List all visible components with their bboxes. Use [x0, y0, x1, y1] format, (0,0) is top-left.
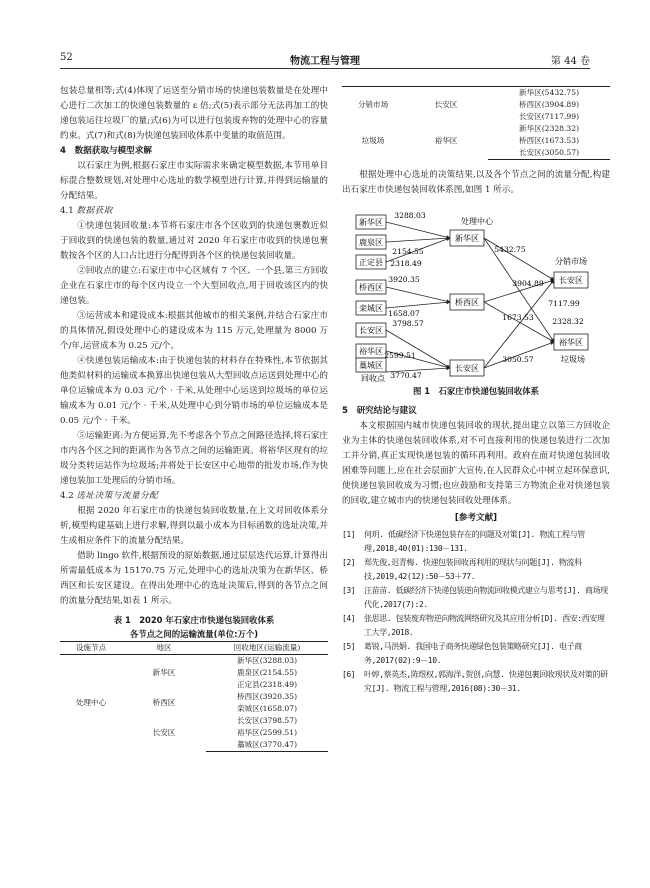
region-cell: 长安区: [404, 87, 488, 124]
flow-in-edge: [386, 287, 450, 302]
collection-point-label: 长安区: [359, 326, 383, 335]
subsection-title: 数据获取: [76, 206, 113, 216]
paragraph: ③运营成本和建设成本:根据其他城市的相关案例,并结合石家庄市的具体情况,假设处理中心的建设成本为 115 万元,处理量为 8000 万个/年,运营成本为 0.25 元/个。: [60, 311, 328, 351]
flow-in-label: 2154.55: [392, 247, 424, 256]
facility-node-cell: 垃圾场: [361, 136, 385, 146]
flow-in-edge: [386, 330, 450, 368]
processing-center-group-label: 处理中心: [461, 217, 493, 226]
paragraph: ⑤运输距离:为方便运算,先不考虑各个节点之间路径选择,将石家庄市内各个区之间的距离作为各节点之间的运输距离。将裕华区现有的垃圾分类转运站作为垃圾场;并将处于长安区中心地带的批发市场,作为快递包装加工处理后的分销市场。: [60, 431, 328, 486]
flow-cell: 新华区(3288.03): [236, 656, 298, 665]
region-cell: 桥西区: [152, 698, 176, 707]
section-heading: 4 数据获取与模型求解: [60, 146, 152, 156]
processing-center-node: [450, 230, 484, 246]
table-header: 设施节点: [60, 642, 122, 655]
paragraph: 包装总量相等;式(4)体现了运送至分销市场的快递包装数量是在处理中心进行二次加工的快递包装数量的 ε 倍;式(5)表示部分无法再加工的快递包装运往垃圾厂的量;式(6)为可以进行包装废弃物的处理中心的容量约束。式(7)和式(8)为快递包装回收体系中变量的取值范围。: [60, 86, 328, 141]
reference-text: 叶婷,蔡英杰,陈煜权,郭海洋,贺创,向慧. 快递包裹回收现状及对策的研究[J]. 物流工程与管理,2016(08):30－31.: [364, 670, 608, 693]
flow-cell: 长安区(3050.57): [488, 147, 610, 160]
landfill-node: [554, 334, 588, 350]
paragraph: ①快递包装回收量:本节将石家庄市各个区收到的快递包裹数近似于回收到的快递包装的数量,通过对 2020 年石家庄市收到的快递包裹数按各个区的人口占比进行分配得到各个区的快递包装回收量。: [60, 221, 328, 261]
volume-label: 第 44 卷: [550, 56, 590, 67]
collection-point-label: 栾城区: [359, 304, 383, 313]
paragraph: 借助 lingo 软件,根据预设的原始数据,通过层层迭代运算,计算得出所需最低成本为 15170.75 万元,处理中心的选址决策为在新华区、桥西区和长安区建设。在得出处理中心的选址决策后,得到的各节点之间的流量分配结果,如表 1 所示。: [60, 551, 328, 606]
table-row: [342, 123, 610, 135]
table-caption-line: 表 1 2020 年石家庄市快递包装回收体系: [113, 615, 275, 625]
flow-in-label: 2318.49: [390, 259, 422, 268]
processing-center-label: 新华区: [455, 234, 479, 243]
table-body: [342, 87, 610, 160]
reference-item: [342, 668, 610, 696]
reference-item: [342, 556, 610, 584]
collection-point-label: 裕华区: [359, 347, 383, 356]
flow-out-label: 1673.53: [502, 313, 534, 322]
paragraph: 根据 2020 年石家庄市的快递包装回收数量,在上文对回收体系分析,模型构建基础上进行求解,得到以最小成本为目标函数的选址决策,并生成相应条件下的流量分配结果。: [60, 506, 328, 546]
reference-number: [4]: [342, 614, 356, 623]
region-cell: 长安区: [152, 728, 176, 738]
reference-text: 何玥. 低碳经济下快递包装存在的问题及对策[J]. 物流工程与管理,2018,40(01):130－131.: [364, 530, 585, 553]
paragraph: ②回收点的建立:石家庄市中心区域有 7 个区、一个县,第三方回收企业在石家庄市的每个区内设立一个大型回收点,用于回收该区内的快递包装。: [60, 266, 328, 306]
market-node-label: 长安区: [559, 276, 583, 285]
facility-node-cell: 分销市场: [342, 87, 404, 124]
flow-cell: 桥西区(3920.35): [236, 692, 298, 701]
flow-out-label: 3904.89: [512, 279, 544, 288]
flow-cell: 鹿泉区(2154.55): [236, 668, 298, 677]
region-cell: 新华区: [152, 668, 176, 677]
flow-out-label: 5432.75: [494, 245, 526, 254]
flow-cell: 新华区(5432.75): [488, 87, 610, 100]
flow-in-label: 3770.47: [390, 371, 422, 380]
left-column: [60, 84, 328, 752]
flow-cell: 新华区(2328.32): [518, 124, 580, 133]
collection-point-label: 桥西区: [359, 283, 383, 292]
collection-point-label: 正定县: [359, 258, 383, 267]
collection-group-label: 回收点: [361, 374, 385, 382]
flow-table: [60, 641, 328, 752]
flow-cell: 正定县(2318.49): [236, 680, 298, 689]
table-header-row: [60, 642, 328, 655]
flow-in-label: 3288.03: [394, 211, 426, 220]
table-header: 回收地区(运输流量): [206, 642, 328, 655]
reference-list: [342, 528, 610, 696]
reference-number: [2]: [342, 558, 356, 567]
reference-item: [342, 612, 610, 640]
paragraph: 以石家庄为例,根据石家庄市实际需求来确定模型数据,本节用单目标混合整数规划,对处理中心选址的数学模型进行计算,并得到运输量的分配结果。: [60, 161, 328, 201]
collection-point-label: 鹿泉区: [359, 238, 383, 247]
subsection-title: 选址决策与流量分配: [76, 491, 159, 501]
collection-point-node: [356, 344, 386, 358]
flow-table-continued: [342, 86, 610, 160]
reference-item: [342, 640, 610, 668]
flow-cell: 栾城区(1658.07): [236, 704, 298, 713]
page-header: [60, 52, 590, 69]
collection-point-node: [356, 301, 386, 315]
reference-item: [342, 528, 610, 556]
facility-node-cell: 处理中心: [75, 698, 107, 708]
landfill-node-label: 裕华区: [559, 338, 583, 347]
right-column: [342, 84, 610, 696]
collection-point-node: [356, 358, 386, 372]
recycling-network-diagram: [342, 202, 610, 382]
flow-out-edge: [484, 302, 554, 342]
processing-center-node: [450, 294, 484, 310]
journal-name: 物流工程与管理: [290, 56, 360, 67]
collection-point-node: [356, 255, 386, 269]
references-heading: [参考文献]: [454, 513, 498, 523]
collection-point-node: [356, 215, 386, 229]
collection-point-node: [356, 235, 386, 249]
flow-cell: 桥西区(3904.89): [518, 100, 580, 109]
flow-out-label: 7117.99: [548, 299, 580, 308]
processing-center-label: 长安区: [455, 364, 479, 373]
flow-cell: 裕华区(2599.51): [236, 728, 298, 737]
region-cell: 裕华区: [434, 136, 458, 146]
collection-point-label: 藁城区: [359, 361, 383, 370]
table-header: 地区: [122, 642, 206, 655]
subsection-heading: [60, 489, 328, 504]
reference-number: [6]: [342, 670, 356, 679]
flow-out-label: 2328.32: [552, 317, 584, 326]
section-heading: 5 研究结论与建议: [342, 406, 417, 416]
reference-text: 张思思. 包装废弃物逆向物流网络研究及其应用分析[D]. 西安:西安理工大学,2018.: [364, 614, 605, 637]
flow-cell: 长安区(7117.99): [518, 112, 580, 121]
paragraph: 根据处理中心选址的决策结果,以及各个节点之间的流量分配,构建出石家庄市快递包装回收体系图,如图 1 所示。: [342, 170, 610, 195]
market-node: [554, 272, 588, 288]
flow-cell: 藁城区(3770.47): [206, 739, 328, 752]
processing-center-label: 桥西区: [455, 298, 479, 307]
landfill-group-label: 垃圾场: [561, 355, 585, 364]
subsection-number: 4.1: [60, 206, 74, 216]
table-caption: [60, 613, 328, 641]
table-row: [60, 655, 328, 668]
collection-point-node: [356, 323, 386, 337]
market-group-label: 分销市场: [555, 257, 587, 266]
collection-point-label: 新华区: [359, 218, 383, 227]
flow-cell: 桥西区(1673.53): [518, 136, 580, 145]
table-row: [342, 87, 610, 100]
flow-in-label: 2599.51: [384, 351, 416, 360]
processing-center-node: [450, 360, 484, 376]
table-caption-line: 各节点之间的运输流量(单位:万个): [129, 629, 259, 639]
reference-text: 汪苗苗. 低碳经济下快递包装逆向物流回收模式建立与思考[J]. 商场现代化,2017(7):2.: [364, 586, 608, 609]
figure-caption: 图 1 石家庄市快递包装回收体系: [413, 386, 539, 396]
flow-out-label: 3050.57: [502, 355, 534, 364]
reference-text: 郑先俊,迟青梅. 快递包装回收再利用的现状与问题[J]. 物流科技,2019,42(12):50－53＋77.: [364, 558, 582, 581]
subsection-heading: [60, 204, 328, 219]
page-number: 52: [60, 52, 73, 63]
paragraph: ④快递包装运输成本:由于快递包装的材料存在特殊性,本节依据其他类似材料的运输成本换算出快递包装从大型回收点运送到处理中心的单位运输成本为 0.03 元/个 · 千米,从处理中心运送到垃圾场的单位运输成本为 0.01 元/个 · 千米,从处理中心到分销市场的单位运输成本是 0.05 元/个 · 千米。: [60, 356, 328, 426]
reference-number: [3]: [342, 586, 356, 595]
reference-number: [5]: [342, 642, 356, 651]
reference-item: [342, 584, 610, 612]
subsection-number: 4.2: [60, 491, 74, 501]
flow-in-edge: [386, 302, 450, 308]
flow-in-edge: [386, 222, 450, 238]
flow-in-label: 3920.35: [388, 275, 420, 284]
collection-point-node: [356, 280, 386, 294]
flow-in-label: 1658.07: [388, 309, 420, 318]
paragraph: 本文根据国内城市快递包装回收的现状,提出建立以第三方回收企业为主体的快递包装回收体系,对不可直接利用的快递包装进行二次加工并分销,真正实现快递包装的循环再利用。政府在面对快递包装回收困难等问题上,应在社会层面扩大宣传,在人民群众心中树立起环保意识,使快递包装回收成为习惯;也应鼓励和支持第三方物流企业对快递包装的回收,建立城市内的快递包装回收处理体系。: [342, 421, 610, 506]
table-body: [60, 655, 328, 752]
flow-in-label: 3798.57: [392, 319, 424, 328]
flow-cell: 长安区(3798.57): [236, 716, 298, 725]
reference-text: 葛锐,马洪娟. 我国电子商务快递绿色包装策略研究[J]. 电子商务,2017(02):9－10.: [364, 642, 582, 665]
reference-number: [1]: [342, 530, 356, 539]
